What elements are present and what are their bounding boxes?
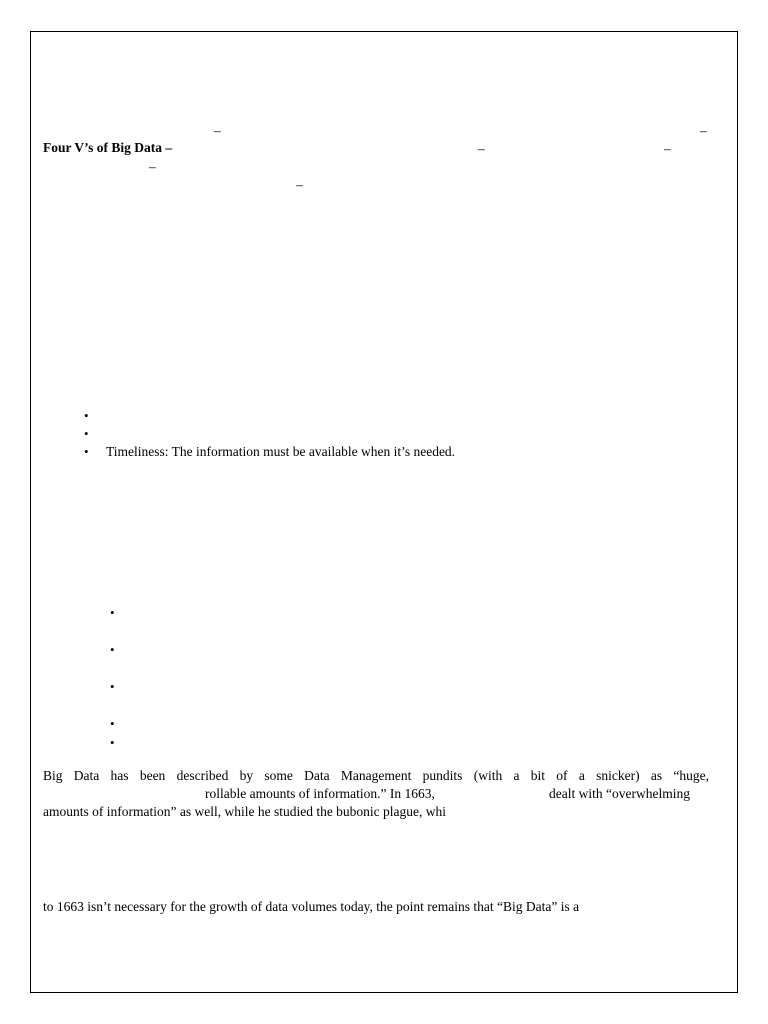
dash-mark: – xyxy=(214,123,221,138)
list-bullet: • xyxy=(84,444,89,459)
dash-mark: – xyxy=(700,123,707,138)
list-bullet: • xyxy=(84,426,89,441)
paragraph-line: amounts of information” as well, while he studied the bubonic plague, whi xyxy=(43,804,447,819)
section-heading: Four V’s of Big Data – xyxy=(43,140,173,155)
dash-mark: – xyxy=(478,141,485,156)
list-bullet: • xyxy=(110,716,115,731)
dash-mark: – xyxy=(149,159,156,174)
list-bullet: • xyxy=(110,605,115,620)
dash-mark: – xyxy=(664,141,671,156)
list-item-timeliness: Timeliness: The information must be available when it’s needed. xyxy=(106,444,456,459)
list-bullet: • xyxy=(110,642,115,657)
list-bullet: • xyxy=(110,679,115,694)
document-page xyxy=(30,31,738,993)
list-bullet: • xyxy=(84,408,89,423)
paragraph-line: rollable amounts of information.” In 1663, xyxy=(205,786,435,801)
list-bullet: • xyxy=(110,735,115,750)
closing-line: to 1663 isn’t necessary for the growth of data volumes today, the point remains that “Big Data” is a xyxy=(43,899,580,914)
paragraph-line: dealt with “overwhelming xyxy=(549,786,690,801)
dash-mark: – xyxy=(296,177,303,192)
paragraph-line: Big Data has been described by some Data Management pundits (with a bit of a snicker) as “huge, xyxy=(43,768,709,783)
